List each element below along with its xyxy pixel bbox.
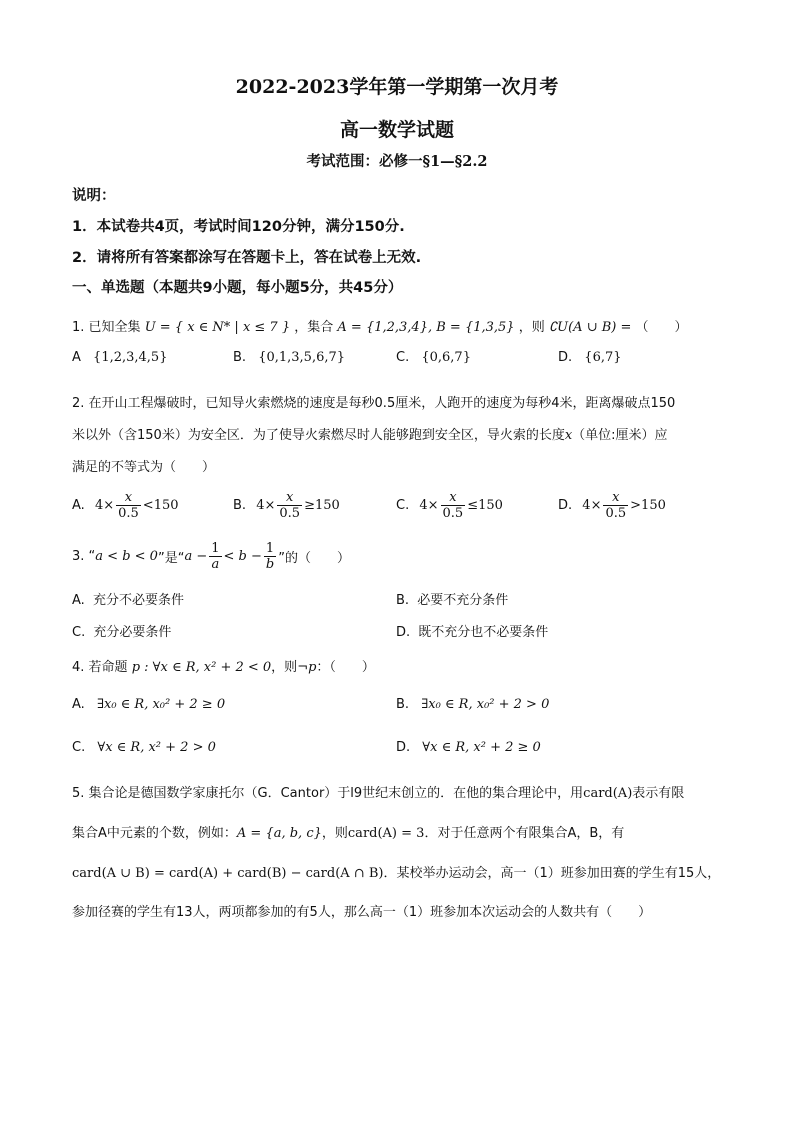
- q5-line-1: 5. 集合论是德国数学家康托尔（G．Cantor）于l9世纪末创立的．在他的集合理论中，用card(A)表示有限: [72, 786, 685, 801]
- note-item-1: 1．本试卷共4页，考试时间120分钟，满分150分.: [72, 219, 405, 235]
- q5-line-4: 参加径赛的学生有13人，两项都参加的有5人，那么高一（1）班参加本次运动会的人数共有（ ）: [72, 905, 652, 920]
- exam-subtitle: 高一数学试题: [339, 119, 454, 141]
- q2-line-3: 满足的不等式为（ ）: [72, 460, 216, 475]
- q1-mid2: ，则: [518, 320, 545, 335]
- q3-option-b[interactable]: B. 必要不充分条件: [396, 593, 509, 608]
- q1-option-b[interactable]: B. {0,1,3,5,6,7}: [233, 350, 346, 365]
- question-3: 3. “a < b < 0”是“a − $\frac{1}{a}$ < b − $\frac{1}{b}$ ”的（ ）: [72, 541, 350, 572]
- question-4: 4. 若命题 p : ∀x ∈ R, x² + 2 < 0，则¬p：（ ）: [72, 660, 375, 675]
- section-heading: 一、单选题（本题共9小题，每小题5分，共45分）: [72, 280, 403, 296]
- exam-title: 2022-2023学年第一学期第一次月考: [235, 76, 559, 98]
- q2-line-2: 米以外（含150米）为安全区．为了使导火索燃尽时人能够跑到安全区，导火索的长度x（单位:厘米）应: [72, 428, 668, 443]
- q5-line-3: card(A ∪ B) = card(A) + card(B) − card(A ∩ B)．某校举办运动会，高一（1）班参加田赛的学生有15人，: [72, 866, 721, 881]
- q2-option-c[interactable]: C. 4× $\frac{x}{0.5}$ ≤150: [396, 490, 503, 521]
- q4-option-c[interactable]: C. ∀x ∈ R, x² + 2 > 0: [72, 740, 216, 755]
- q2-option-d[interactable]: D. 4× $\frac{x}{0.5}$ >150: [558, 490, 666, 521]
- q3-option-a[interactable]: A. 充分不必要条件: [72, 593, 184, 608]
- q5-line-2: 集合A中元素的个数，例如：A = {a, b, c}，则card(A) = 3．对于任意两个有限集合A，B，有: [72, 826, 625, 841]
- q3-option-d[interactable]: D. 既不充分也不必要条件: [396, 625, 549, 640]
- q2-line-1: 2. 在开山工程爆破时，已知导火索燃烧的速度是每秒0.5厘米，人跑开的速度为每秒4米，距离爆破点150: [72, 396, 676, 411]
- q4-option-a[interactable]: A. ∃x₀ ∈ R, x₀² + 2 ≥ 0: [72, 697, 226, 712]
- question-1: [72, 316, 688, 335]
- q1-option-a[interactable]: A {1,2,3,4,5}: [72, 350, 168, 365]
- q1-option-d[interactable]: D. {6,7}: [558, 350, 622, 365]
- q4-option-d[interactable]: D. ∀x ∈ R, x² + 2 ≥ 0: [396, 740, 541, 755]
- q1-paren: （ ）: [635, 320, 688, 335]
- q2-option-b[interactable]: B. 4× $\frac{x}{0.5}$ ≥150: [233, 490, 340, 521]
- q1-option-c[interactable]: C. {0,6,7}: [396, 350, 471, 365]
- q3-option-c[interactable]: C. 充分必要条件: [72, 625, 172, 640]
- q1-sets: A = {1,2,3,4}, B = {1,3,5}: [337, 320, 515, 335]
- q1-expr: ∁U(A ∪ B) =: [548, 320, 632, 335]
- notes-heading: 说明：: [72, 188, 116, 204]
- q2-option-a[interactable]: A. 4× $\frac{x}{0.5}$ <150: [72, 490, 179, 521]
- q4-option-b[interactable]: B. ∃x₀ ∈ R, x₀² + 2 > 0: [396, 697, 550, 712]
- q1-universal-set: U = { x ∈ N* | x ≤ 7 }: [144, 320, 291, 335]
- q1-mid: ，集合: [294, 320, 334, 335]
- note-item-2: 2．请将所有答案都涂写在答题卡上，答在试卷上无效.: [72, 250, 422, 266]
- exam-scope: 考试范围：必修一§1—§2.2: [306, 153, 488, 170]
- q1-prefix: 1. 已知全集: [72, 320, 141, 335]
